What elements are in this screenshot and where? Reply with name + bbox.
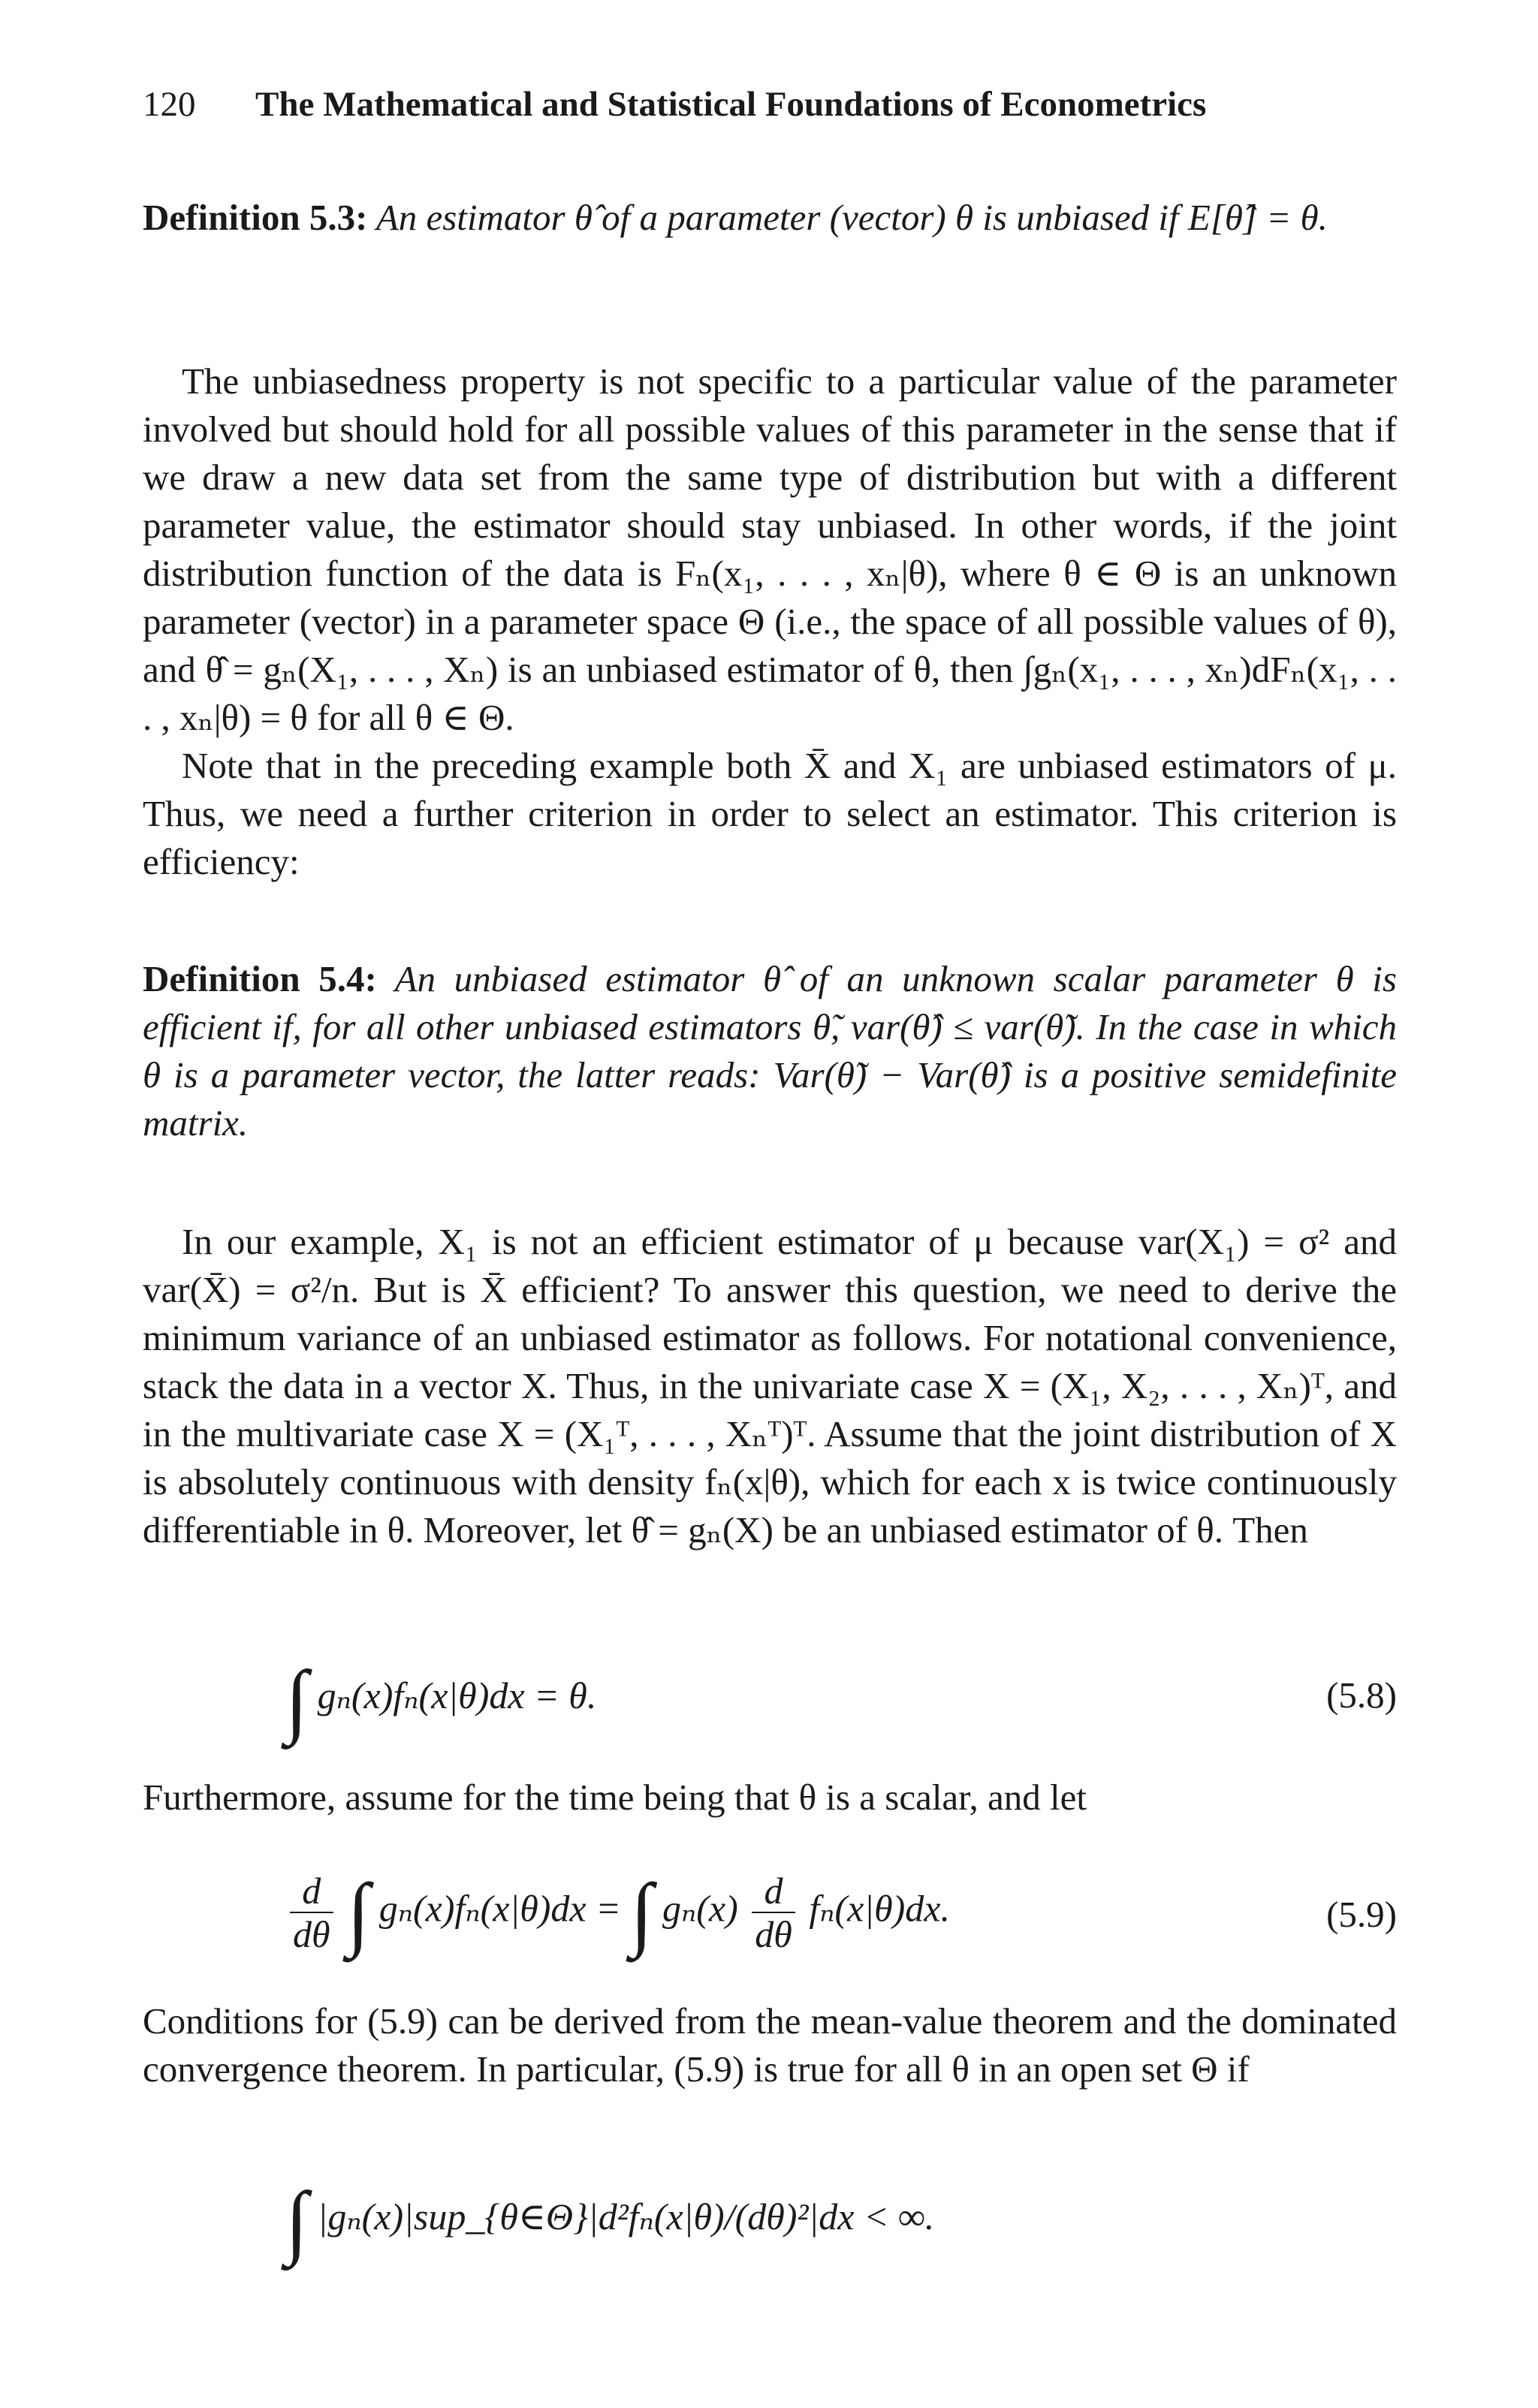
definition-5-4 [143, 955, 1397, 1147]
paragraph-unbiasedness [143, 357, 1397, 742]
equation-body: |gₙ(x)|sup_{θ∈Θ}|d²fₙ(x|θ)/(dθ)²|dx < ∞. [317, 2196, 935, 2238]
paragraph-text: Conditions for (5.9) can be derived from the mean-value theorem and the dominated convergence theorem. In particular, (5.9) is true for all θ in an open set Θ if [143, 2000, 1397, 2090]
definition-text: An estimator θ̂ of a parameter (vector) θ is unbiased if E[θ̂] = θ. [375, 197, 1328, 238]
equation-condition [285, 2174, 935, 2267]
equation-left-body: gₙ(x)fₙ(x|θ)dx = [378, 1887, 621, 1930]
paragraph-text: In our example, X₁ is not an efficient estimator of μ because var(X₁) = σ² and var(X̄) = σ²/n. But is X̄ efficient? To answer this question, we need to derive the minimum variance of an unbiased estimator as follows. For notational convenience, stack the data in a vector X. Thus, in the univariate case X = (X₁, X₂, . . . , Xₙ)ᵀ, and in the multivariate case X = (X₁ᵀ, . . . , Xₙᵀ)ᵀ. Assume that the joint distribution of X is absolutely continuous with density fₙ(x|θ), which for each x is twice continuously differentiable in θ. Moreover, let θ̂ = gₙ(X) be an unbiased estimator of θ. Then [143, 1221, 1397, 1551]
equation-right-prefix: gₙ(x) [662, 1887, 738, 1930]
equation-number-5-9: (5.9) [1326, 1894, 1397, 1935]
definition-label: Definition 5.4: [143, 958, 377, 999]
equation-5-9 [285, 1867, 950, 1958]
definition-label: Definition 5.3: [143, 197, 368, 238]
equation-number-5-8: (5.8) [1326, 1674, 1397, 1716]
paragraph-efficiency-intro [143, 742, 1397, 886]
paragraph-text: Note that in the preceding example both X̄ and X₁ are unbiased estimators of μ. Thus, we need a further criterion in order to select an estimator. This criterion is efficiency: [143, 745, 1397, 882]
paragraph-conditions [143, 1997, 1397, 2093]
paragraph-text: Furthermore, assume for the time being that θ is a scalar, and let [143, 1777, 1087, 1818]
equation-body: gₙ(x)fₙ(x|θ)dx = θ. [317, 1674, 597, 1716]
paragraph-example [143, 1218, 1397, 1554]
integral-sign: ∫ [630, 1867, 653, 1958]
integral-sign: ∫ [285, 2174, 309, 2267]
integral-sign: ∫ [285, 1653, 309, 1746]
equation-5-8 [285, 1653, 597, 1746]
page-number: 120 [143, 85, 196, 124]
definition-5-3 [143, 194, 1397, 242]
paragraph-text: The unbiasedness property is not specific to a particular value of the parameter involved but should hold for all possible values of this parameter in the sense that if we draw a new data set from the same type of distribution but with a different parameter value, the estimator should stay unbiased. In other words, if the joint distribution function of the data is Fₙ(x₁, . . . , xₙ|θ), where θ ∈ Θ is an unknown parameter (vector) in a parameter space Θ (i.e., the space of all possible values of θ), and θ̂ = gₙ(X₁, . . . , Xₙ) is an unbiased estimator of θ, then ∫gₙ(x₁, . . . , xₙ)dFₙ(x₁, . . . , xₙ|θ) = θ for all θ ∈ Θ. [143, 360, 1397, 738]
running-header [143, 84, 1206, 129]
book-title: The Mathematical and Statistical Foundations of Econometrics [255, 85, 1207, 124]
derivative-operator: $\frac{d}{d\theta}$ [752, 1870, 795, 1955]
definition-text: An unbiased estimator θ̂ of an unknown scalar parameter θ is efficient if, for all other unbiased estimators θ̃, var(θ̂) ≤ var(θ̃). In the case in which θ is a parameter vector, the latter reads: Var(θ̃) − Var(θ̂) is a positive semidefinite matrix. [143, 958, 1397, 1144]
integral-sign: ∫ [347, 1867, 370, 1958]
derivative-operator: $\frac{d}{d\theta}$ [290, 1870, 333, 1955]
equation-right-suffix: fₙ(x|θ)dx. [809, 1887, 950, 1930]
paragraph-scalar [143, 1774, 1397, 1822]
